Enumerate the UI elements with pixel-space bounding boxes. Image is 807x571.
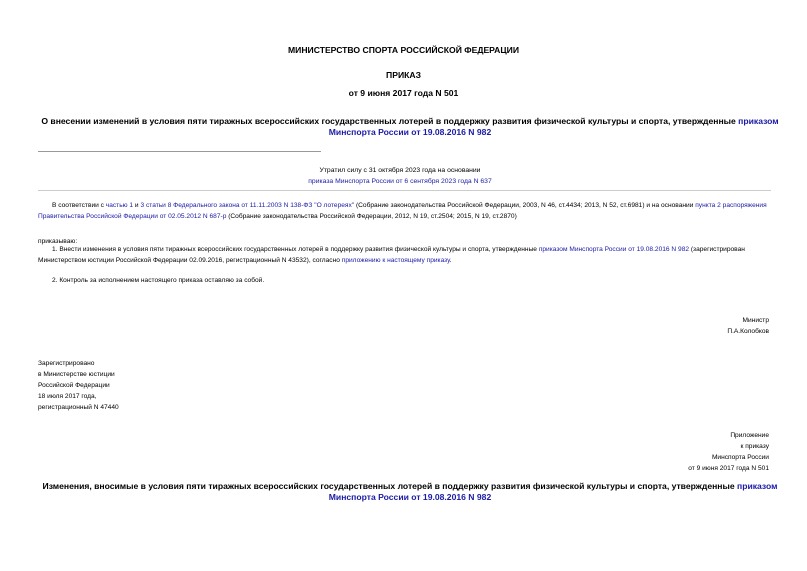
paragraph-item-2: 2. Контроль за исполнением настоящего приказа оставляю за собой. xyxy=(52,277,265,284)
text: 1. Внести изменения в условия пяти тиражных всероссийских государственных лотерей в поддержку развития физической культуры и спорта, утвержденные xyxy=(52,246,539,253)
text: и xyxy=(133,202,141,209)
text: (зарегистрирован Министерством юстиции Российской Федерации 02.09.2016, регистрационный N 43532), согласно xyxy=(38,246,745,264)
order-word: приказываю: xyxy=(38,238,78,245)
link-part-1[interactable]: частью 1 xyxy=(105,202,134,209)
ministry-heading: МИНИСТЕРСТВО СПОРТА РОССИЙСКОЙ ФЕДЕРАЦИИ xyxy=(287,45,519,55)
appendix-title-link[interactable]: приказом Минспорта России от 19.08.2016 N 982 xyxy=(328,481,778,502)
appendix-title-text: Изменения, вносимые в условия пяти тиражных всероссийских государственных лотерей в поддержку развития физической культуры и спорта, утвержденные xyxy=(42,481,737,491)
registration-line: 18 июля 2017 года, xyxy=(38,393,97,400)
appendix-line: от 9 июня 2017 года N 501 xyxy=(688,465,769,472)
registration-line: в Министерстве юстиции xyxy=(38,371,115,378)
text: В соответствии с xyxy=(52,202,106,209)
title-link-order-982[interactable]: приказом Минспорта России от 19.08.2016 N 982 xyxy=(328,116,779,137)
link-government-order-687[interactable]: пункта 2 распоряжения Правительства Российской Федерации от 02.05.2012 N 687-р xyxy=(38,202,767,220)
appendix-block xyxy=(688,430,769,474)
signature-position: Министр xyxy=(742,317,769,324)
text: (Собрание законодательства Российской Федерации, 2003, N 46, ст.4434; 2013, N 52, ст.6981) и на основании xyxy=(354,202,696,209)
text: (Собрание законодательства Российской Федерации, 2012, N 19, ст.2504; 2015, N 19, ст.2870) xyxy=(226,213,517,220)
appendix-line: к приказу xyxy=(740,443,769,450)
paragraph-item-1 xyxy=(38,244,770,266)
appendix-line: Приложение xyxy=(730,432,769,439)
registration-line: Зарегистрировано xyxy=(38,360,95,367)
appendix-line: Минспорта России xyxy=(711,454,769,461)
lost-force-link[interactable]: приказа Минспорта России от 6 сентября 2023 года N 637 xyxy=(308,178,492,185)
separator-long xyxy=(38,190,771,191)
link-article-8-law[interactable]: 3 статьи 8 Федерального закона от 11.11.2003 N 138-ФЗ "О лотереях" xyxy=(140,202,355,209)
paragraph-basis xyxy=(38,200,770,222)
lost-force-note xyxy=(240,165,560,187)
registration-line: Российской Федерации xyxy=(38,382,110,389)
doc-type-heading: ПРИКАЗ xyxy=(386,70,421,80)
separator-short xyxy=(38,151,321,152)
document-title-text: О внесении изменений в условия пяти тиражных всероссийских государственных лотерей в поддержку развития физической культуры и спорта, утвержденные xyxy=(41,116,739,126)
text: . xyxy=(449,257,452,264)
link-order-982[interactable]: приказом Минспорта России от 19.08.2016 N 982 xyxy=(538,246,690,253)
appendix-title xyxy=(30,481,790,503)
signature-name: П.А.Колобков xyxy=(727,328,769,335)
registration-block xyxy=(38,358,119,413)
document-title xyxy=(30,116,790,138)
lost-force-text: Утратил силу с 31 октября 2023 года на основании xyxy=(319,167,481,174)
date-number-heading: от 9 июня 2017 года N 501 xyxy=(348,88,459,98)
link-appendix[interactable]: приложению к настоящему приказу xyxy=(341,257,450,264)
signature-block xyxy=(727,315,769,337)
registration-line: регистрационный N 47440 xyxy=(38,404,119,411)
